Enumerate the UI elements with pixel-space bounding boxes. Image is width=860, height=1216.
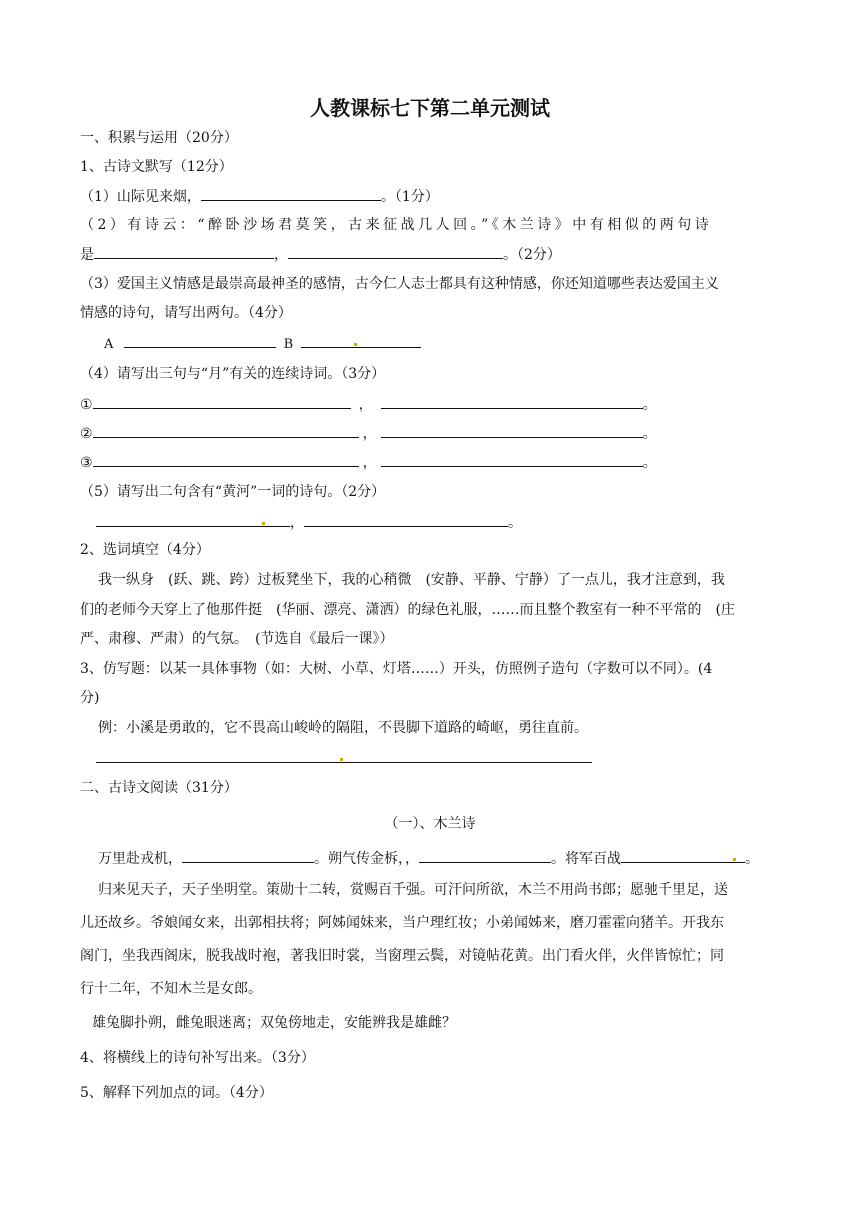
question-2-heading: 2、选词填空（4分）	[80, 542, 210, 558]
circled-1: ①	[80, 397, 93, 413]
question-2-para-line3: 严、肃穆、严肃）的气氛。 (节选自《最后一课》）	[80, 631, 394, 647]
question-1-5-answers	[96, 512, 522, 533]
question-1-3-line1: （3）爱国主义情感是最崇高最神圣的感情，古今仁人志士都具有这种情感，你还知道哪些表达爱国主义	[80, 276, 719, 292]
poem-para-2-line3: 阁门，坐我西阁床，脱我战时袍，著我旧时裳，当窗理云鬓，对镜帖花黄。出门看火伴，火伴皆惊忙；同	[80, 948, 724, 964]
question-1-2-line2	[80, 244, 561, 265]
answer-blank[interactable]	[419, 848, 551, 863]
question-1-1	[80, 186, 439, 207]
comma: ，	[362, 455, 377, 471]
question-1-5-heading: （5）请写出二句含有“黄河”一词的诗句。（2分）	[80, 484, 386, 500]
question-1-4-text: （4）请写出三句与“月”有关的连续诗词。	[80, 366, 342, 382]
moon-line-1	[80, 394, 657, 415]
poem-line-1	[98, 848, 759, 869]
poem-title: （一）、木兰诗	[384, 816, 476, 832]
question-1-3-line2: 情感的诗句，请写出两句。（4分）	[80, 305, 292, 321]
answer-blank[interactable]	[93, 423, 359, 438]
section-1-heading: 一、积累与运用（20分）	[80, 130, 238, 146]
question-1-heading: 1、古诗文默写（12分）	[80, 159, 233, 175]
poem-text: 。朔气传金柝，，	[314, 851, 419, 867]
label-a: A	[104, 337, 114, 352]
question-1-4-heading	[80, 364, 385, 384]
period: 。	[642, 397, 657, 413]
answer-blank[interactable]	[304, 512, 508, 527]
poem-para-2-line2: 儿还故乡。爷娘闻女来，出郭相扶将；阿姊闻妹来，当户理红妆；小弟闻姊来，磨刀霍霍向猪羊。开我东	[80, 915, 724, 931]
page-title: 人教课标七下第二单元测试	[310, 96, 550, 120]
poem-para-2-line1: 归来见天子，天子坐明堂。策勋十二转，赏赐百千强。可汗问所欲，木兰不用尚书郎；愿驰千里足，送	[98, 882, 728, 898]
circled-2: ②	[80, 426, 93, 442]
question-4: 4、将横线上的诗句补写出来。（3分）	[80, 1050, 315, 1066]
answer-blank[interactable]	[288, 244, 503, 259]
question-1-1-suffix: 。（1分）	[380, 189, 439, 205]
question-1-3-answers	[104, 333, 421, 355]
answer-blank[interactable]	[182, 848, 314, 863]
poem-text: 。	[745, 851, 759, 867]
question-3-line1: 3、仿写题：以某一具体事物（如：大树、小草、灯塔……）开头，仿照例子造句（字数可以不同）。(4	[80, 661, 713, 677]
answer-blank[interactable]	[94, 244, 274, 259]
question-2-para-line1: 我一纵身 (跃、跳、跨）过板凳坐下，我的心稍微 (安静、平静、宁静）了一点儿，我才注意到，我	[98, 572, 725, 588]
question-5: 5、解释下列加点的词。（4分）	[80, 1085, 273, 1101]
question-1-2-prefix: 是	[80, 247, 94, 263]
section-2-heading: 二、古诗文阅读（31分）	[80, 780, 238, 796]
question-1-1-prefix: （1）山际见来烟，	[80, 189, 201, 205]
question-1-4-score: （3分）	[341, 366, 386, 382]
answer-blank[interactable]	[93, 452, 359, 467]
comma: ，	[358, 397, 373, 413]
question-3-answer	[96, 748, 592, 769]
period: 。	[642, 426, 657, 442]
question-2-para-line2: 们的老师今天穿上了他那件挺 (华丽、漂亮、潇洒）的绿色礼服，……而且整个教室有一种不平常的 (庄	[80, 602, 735, 618]
period: 。	[508, 515, 522, 531]
answer-blank[interactable]	[201, 186, 381, 201]
answer-blank[interactable]	[93, 394, 351, 409]
answer-blank[interactable]	[96, 748, 592, 763]
answer-blank[interactable]	[381, 452, 643, 467]
moon-line-2	[80, 423, 657, 444]
comma: ，	[362, 426, 377, 442]
moon-line-3	[80, 452, 657, 473]
poem-text: 。将军百战	[551, 851, 621, 867]
question-1-2-line1: （2）有诗云：“醉卧沙场君莫笑，古来征战几人回。”《木兰诗》中有相似的两句诗	[80, 217, 713, 233]
comma: ，	[290, 515, 304, 531]
poem-para-2-line4: 行十二年，不知木兰是女郎。	[80, 981, 262, 997]
question-1-2-suffix: 。（2分）	[503, 247, 561, 263]
answer-blank[interactable]	[621, 848, 745, 863]
poem-text: 万里赴戎机，	[98, 851, 182, 867]
question-3-line2: 分)	[80, 690, 100, 706]
comma: ，	[274, 247, 288, 263]
label-b: B	[283, 337, 294, 352]
answer-blank[interactable]	[381, 423, 643, 438]
question-3-example: 例：小溪是勇敢的，它不畏高山峻岭的隔阻，不畏脚下道路的崎岖，勇往直前。	[98, 720, 588, 736]
answer-blank[interactable]	[381, 394, 643, 409]
answer-blank-b[interactable]	[301, 333, 421, 348]
answer-blank[interactable]	[96, 512, 290, 527]
poem-para-3: 雄兔脚扑朔，雌兔眼迷离；双兔傍地走，安能辨我是雄雌？	[92, 1015, 456, 1031]
period: 。	[642, 455, 657, 471]
circled-3: ③	[80, 455, 93, 471]
answer-blank-a[interactable]	[124, 333, 276, 348]
